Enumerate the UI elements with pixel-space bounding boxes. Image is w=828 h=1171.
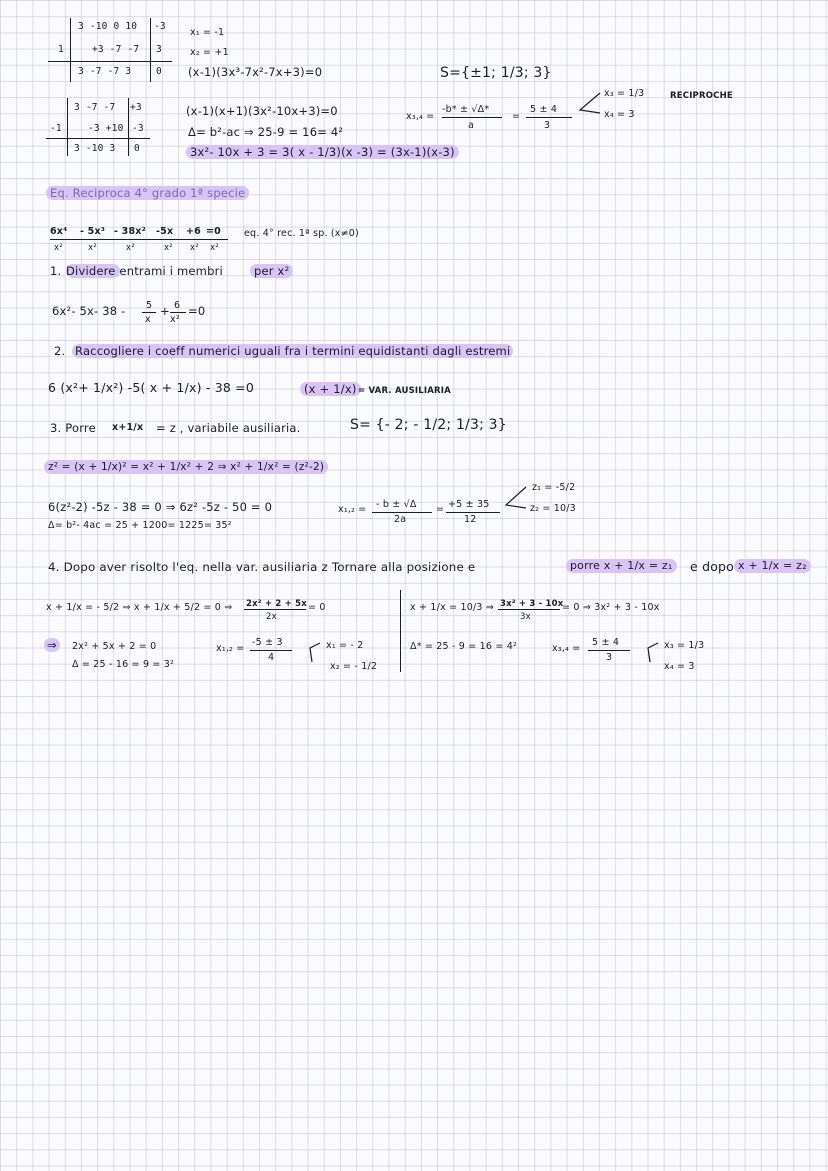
left-eq2: 2x² + 5x + 2 = 0 (72, 641, 157, 652)
left-frac-end: = 0 (308, 602, 326, 613)
x34-frac-bottom: a (468, 120, 475, 131)
step1-number: 1. (50, 264, 62, 278)
eq-den-5: x² (190, 243, 199, 253)
step1-plus: + (160, 304, 170, 318)
z2-value: z₂ = 10/3 (530, 503, 576, 514)
ruffini1-row2-tail: 3 (156, 44, 162, 55)
right-frac-bottom: 3x (520, 612, 531, 622)
step1-end: =0 (188, 304, 206, 318)
eq-note: eq. 4° rec. 1ª sp. (x≠0) (244, 228, 359, 239)
step2-aux-label: = VAR. AUSILIARIA (358, 386, 451, 396)
x34-frac-top: -b* ± √Δ* (442, 104, 490, 115)
x34-frac2-bottom: 3 (544, 120, 551, 131)
right-eq1: x + 1/x = 10/3 ⇒ (410, 602, 495, 613)
ruffini1-row3: 3 -7 -7 3 (78, 66, 132, 77)
z12-frac1-bottom: 2a (394, 514, 407, 525)
left-frac-top: 2x² + 2 + 5x (246, 599, 307, 609)
left-eq1: x + 1/x = - 5/2 ⇒ x + 1/x + 5/2 = 0 ⇒ (46, 602, 233, 613)
step1-highlight: per x² (250, 264, 293, 278)
ruffini1-root: 1 (58, 44, 64, 55)
x34-branch-icon (580, 93, 600, 113)
ruffini2-row2: -3 +10 (88, 123, 124, 134)
right-frac-end: = 0 ⇒ 3x² + 3 - 10x (562, 602, 660, 613)
factorization-1: (x-1)(3x³-7x²-7x+3)=0 (188, 65, 323, 79)
z12-branch-icon (506, 487, 526, 508)
step3-fraction: x+1/x (112, 422, 144, 433)
x34-lhs: x₃,₄ = (406, 111, 435, 122)
ruffini2-row1-tail: +3 (130, 102, 142, 113)
left-x12-top: -5 ± 3 (252, 637, 283, 648)
right-frac-top: 3x² + 3 - 10x (500, 599, 564, 609)
step3-rest: = z , variabile ausiliaria. (156, 421, 301, 435)
root-x1: x₁ = -1 (190, 27, 225, 38)
ruffini2-row3-tail: 0 (134, 143, 140, 154)
ruffini1-row1: 3 -10 0 10 (78, 21, 138, 32)
left-frac-bottom: 2x (266, 612, 277, 622)
eq-den-6: x² (210, 243, 219, 253)
left-delta: Δ = 25 - 16 = 9 = 3² (72, 659, 175, 670)
ruffini1-row1-tail: -3 (154, 21, 166, 32)
z12-frac2-bottom: 12 (464, 514, 477, 525)
step2-aux: (x + 1/x) (300, 382, 361, 396)
section-title: Eq. Reciproca 4° grado 1ª specie (46, 186, 249, 200)
step1-frac2-top: 6 (174, 300, 181, 311)
z-square-identity: z² = (x + 1/x)² = x² + 1/x² + 2 ⇒ x² + 1/x² = (z²-2) (44, 460, 328, 474)
eq-den-3: x² (126, 243, 135, 253)
x4-value: x₄ = 3 (604, 109, 635, 120)
root-x2: x₂ = +1 (190, 47, 229, 58)
x34-frac2-top: 5 ± 4 (530, 104, 558, 115)
ruffini2-row1: 3 -7 -7 (74, 102, 116, 113)
step1-frac1-bottom: x (145, 314, 151, 325)
ruffini1-row2: +3 -7 -7 (92, 44, 140, 55)
right-x3: x₃ = 1/3 (664, 640, 705, 651)
left-branch-icon (310, 643, 320, 662)
x3-value: x₃ = 1/3 (604, 88, 645, 99)
step4-highlight-1: porre x + 1/x = z₁ (566, 559, 677, 573)
left-arrow: ⇒ (44, 638, 60, 652)
eq-den-4: x² (164, 243, 173, 253)
right-delta: Δ* = 25 - 9 = 16 = 4² (410, 641, 517, 652)
right-x34-bottom: 3 (606, 652, 613, 663)
step2-highlight: Raccogliere i coeff numerici uguali fra i termini equidistanti dagli estremi (72, 344, 513, 358)
step4-highlight-2: x + 1/x = z₂ (734, 559, 811, 573)
ruffini2-row3: 3 -10 3 (74, 143, 116, 154)
z-equation: 6(z²-2) -5z - 38 = 0 ⇒ 6z² -5z - 50 = 0 (48, 500, 273, 514)
factorization-3: 3x²- 10x + 3 = 3( x - 1/3)(x -3) = (3x-1)(x-3) (186, 145, 459, 159)
step2-equation: 6 (x²+ 1/x²) -5( x + 1/x) - 38 =0 (48, 380, 255, 395)
x34-equals: = (512, 111, 521, 122)
reciproche-label: RECIPROCHE (670, 91, 733, 101)
z12-frac1-top: - b ± √Δ (376, 499, 417, 510)
eq-den-1: x² (54, 243, 63, 253)
left-x12-lhs: x₁,₂ = (216, 643, 245, 654)
eq-term-5: +6 (186, 226, 201, 237)
solution-set-top: S={±1; 1/3; 3} (440, 65, 552, 81)
eq-term-1: 6x⁴ (50, 226, 68, 237)
step4-mid: e dopo (690, 559, 735, 574)
left-x12-bottom: 4 (268, 652, 275, 663)
right-x4: x₄ = 3 (664, 661, 695, 672)
right-x34-top: 5 ± 4 (592, 637, 620, 648)
step3-text: 3. Porre (50, 421, 96, 435)
z12-equals: = (436, 504, 445, 515)
solution-set: S= {- 2; - 1/2; 1/3; 3} (350, 417, 507, 433)
step4-text: 4. Dopo aver risolto l'eq. nella var. ausiliaria z Tornare alla posizione e (48, 560, 476, 574)
eq-den-2: x² (88, 243, 97, 253)
z-delta: Δ= b²- 4ac = 25 + 1200= 1225= 35² (48, 520, 232, 531)
step1-frac1-top: 5 (146, 300, 153, 311)
right-branch-icon (648, 643, 658, 662)
z1-value: z₁ = -5/2 (532, 482, 576, 493)
step1-frac2-bottom: x² (170, 314, 180, 325)
right-x34-lhs: x₃,₄ = (552, 643, 581, 654)
step2-number: 2. (54, 344, 66, 358)
z12-lhs: x₁,₂ = (338, 504, 367, 515)
eq-term-3: - 38x² (114, 226, 146, 237)
eq-term-4: -5x (156, 226, 174, 237)
eq-term-2: - 5x³ (80, 226, 106, 237)
z12-frac2-top: +5 ± 35 (448, 499, 490, 510)
step1-equation: 6x²- 5x- 38 - (52, 304, 126, 318)
left-x1: x₁ = - 2 (326, 640, 364, 651)
step1-text-main: Dividere entrami i membri (66, 264, 223, 278)
factorization-2: (x-1)(x+1)(3x²-10x+3)=0 (186, 104, 338, 118)
ruffini2-root: -1 (50, 123, 62, 134)
ruffini1-row3-tail: 0 (156, 66, 162, 77)
left-x2: x₂ = - 1/2 (330, 661, 378, 672)
eq-term-6: =0 (206, 226, 221, 237)
ruffini2-row2-tail: -3 (132, 123, 144, 134)
delta-line: Δ= b²-ac ⇒ 25-9 = 16= 4² (188, 125, 344, 139)
